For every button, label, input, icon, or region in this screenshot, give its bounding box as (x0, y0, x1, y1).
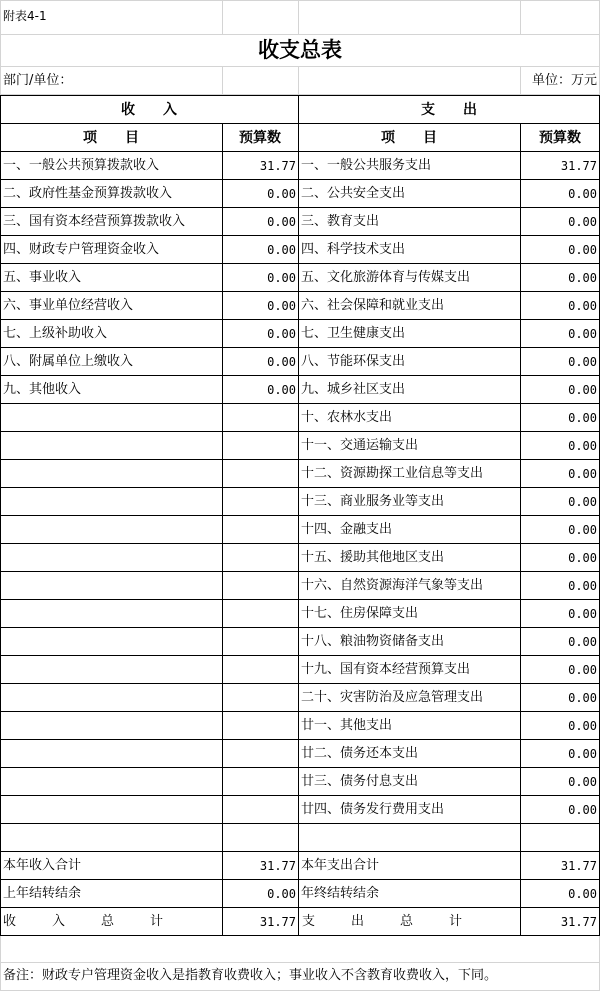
expense-budget-header: 预算数 (539, 130, 581, 146)
income-item-name: 八、附属单位上缴收入 (3, 354, 134, 369)
income-item-amount: 0.00 (267, 383, 296, 397)
income-item-amount: 0.00 (267, 271, 296, 285)
income-item-name: 三、国有资本经营预算拨款收入 (3, 214, 186, 229)
income-item-name: 一、一般公共预算拨款收入 (3, 158, 160, 173)
table-border (0, 459, 600, 460)
carry-out-amount: 0.00 (568, 887, 597, 901)
expense-item-name: 二、公共安全支出 (301, 186, 406, 201)
table-border (0, 795, 600, 796)
expense-item-name: 十五、援助其他地区支出 (301, 550, 445, 565)
table-border (0, 767, 600, 768)
total-label-char: 收 (3, 914, 17, 929)
income-item-header: 项 目 (83, 130, 139, 146)
expense-item-name: 十六、自然资源海洋气象等支出 (301, 578, 484, 593)
sheet-gridline (0, 935, 1, 991)
expense-year-total-label: 本年支出合计 (301, 858, 380, 873)
sheet-gridline (0, 0, 600, 1)
income-item-amount: 31.77 (259, 159, 296, 173)
table-border (0, 95, 1, 936)
expense-item-amount: 0.00 (568, 383, 597, 397)
expense-item-name: 廿四、债务发行费用支出 (301, 802, 445, 817)
sheet-gridline (0, 66, 600, 67)
expense-item-name: 十、农林水支出 (301, 410, 393, 425)
expense-item-amount: 0.00 (568, 719, 597, 733)
income-item-name: 二、政府性基金预算拨款收入 (3, 186, 173, 201)
expense-item-name: 十八、粮油物资储备支出 (301, 634, 445, 649)
table-border (0, 683, 600, 684)
page-title: 收支总表 (258, 38, 342, 62)
total-label-char: 计 (149, 914, 163, 929)
expense-grand-total-label (302, 908, 462, 936)
expense-item-amount: 0.00 (568, 411, 597, 425)
income-item-amount: 0.00 (267, 355, 296, 369)
table-border (0, 571, 600, 572)
expense-item-amount: 0.00 (568, 243, 597, 257)
table-border (0, 431, 600, 432)
sheet-gridline (520, 0, 521, 34)
expense-item-name: 十二、资源勘探工业信息等支出 (301, 466, 484, 481)
expense-item-amount: 0.00 (568, 551, 597, 565)
expense-item-amount: 0.00 (568, 579, 597, 593)
expense-item-amount: 0.00 (568, 523, 597, 537)
expense-item-name: 廿二、债务还本支出 (301, 746, 419, 761)
expense-item-amount: 31.77 (560, 159, 597, 173)
total-label-char: 支 (302, 914, 316, 929)
sheet-gridline (0, 990, 600, 991)
expense-item-name: 十七、住房保障支出 (301, 606, 419, 621)
table-border (0, 627, 600, 628)
expense-item-name: 四、科学技术支出 (301, 242, 406, 257)
footnote: 备注：财政专户管理资金收入是指教育收费收入；事业收入不含教育收费收入，下同。 (3, 968, 498, 983)
table-border (0, 711, 600, 712)
income-section-header: 收 入 (121, 102, 177, 118)
income-item-amount: 0.00 (267, 243, 296, 257)
expense-year-total-amount: 31.77 (560, 859, 597, 873)
carry-in-label: 上年结转结余 (3, 886, 82, 901)
income-grand-total-label (3, 908, 163, 936)
expense-item-amount: 0.00 (568, 355, 597, 369)
expense-item-amount: 0.00 (568, 607, 597, 621)
expense-item-name: 二十、灾害防治及应急管理支出 (301, 690, 484, 705)
expense-item-amount: 0.00 (568, 635, 597, 649)
sheet-gridline (298, 0, 299, 34)
table-border (0, 515, 600, 516)
expense-item-name: 廿一、其他支出 (301, 718, 393, 733)
total-label-char: 出 (350, 914, 364, 929)
department-label: 部门/单位： (3, 73, 73, 88)
carry-in-amount: 0.00 (267, 887, 296, 901)
expense-item-name: 七、卫生健康支出 (301, 326, 406, 341)
expense-item-name: 一、一般公共服务支出 (301, 158, 432, 173)
expense-item-amount: 0.00 (568, 271, 597, 285)
carry-out-label: 年终结转结余 (301, 886, 380, 901)
expense-item-amount: 0.00 (568, 467, 597, 481)
income-item-name: 六、事业单位经营收入 (3, 298, 134, 313)
expense-item-amount: 0.00 (568, 299, 597, 313)
expense-item-name: 廿三、债务付息支出 (301, 774, 419, 789)
income-item-amount: 0.00 (267, 215, 296, 229)
income-grand-total-amount: 31.77 (259, 915, 296, 929)
sheet-gridline (298, 66, 299, 94)
total-label-char: 入 (51, 914, 65, 929)
expense-item-header: 项 目 (381, 130, 437, 146)
income-budget-header: 预算数 (239, 130, 281, 146)
expense-item-amount: 0.00 (568, 775, 597, 789)
expense-item-name: 六、社会保障和就业支出 (301, 298, 445, 313)
expense-item-amount: 0.00 (568, 495, 597, 509)
unit-label: 单位：万元 (531, 73, 597, 88)
expense-item-amount: 0.00 (568, 439, 597, 453)
expense-item-amount: 0.00 (568, 803, 597, 817)
expense-item-amount: 0.00 (568, 663, 597, 677)
table-border (0, 543, 600, 544)
table-border (298, 95, 299, 936)
expense-item-amount: 0.00 (568, 187, 597, 201)
income-year-total-amount: 31.77 (259, 859, 296, 873)
table-border (0, 739, 600, 740)
expense-item-name: 八、节能环保支出 (301, 354, 406, 369)
income-item-amount: 0.00 (267, 327, 296, 341)
income-item-name: 五、事业收入 (3, 270, 82, 285)
expense-item-name: 十九、国有资本经营预算支出 (301, 662, 471, 677)
expense-item-amount: 0.00 (568, 327, 597, 341)
sheet-tag: 附表4-1 (3, 9, 47, 23)
income-item-name: 七、上级补助收入 (3, 326, 108, 341)
expense-item-amount: 0.00 (568, 747, 597, 761)
table-border (0, 879, 600, 880)
table-border (0, 403, 600, 404)
income-year-total-label: 本年收入合计 (3, 858, 82, 873)
total-label-char: 总 (100, 914, 114, 929)
sheet-gridline (222, 66, 223, 94)
expense-item-amount: 0.00 (568, 215, 597, 229)
expense-item-name: 三、教育支出 (301, 214, 380, 229)
expense-item-name: 十一、交通运输支出 (301, 438, 419, 453)
table-border (0, 823, 600, 824)
income-item-name: 四、财政专户管理资金收入 (3, 242, 160, 257)
income-item-amount: 0.00 (267, 299, 296, 313)
expense-item-name: 九、城乡社区支出 (301, 382, 406, 397)
table-border (0, 655, 600, 656)
expense-item-amount: 0.00 (568, 691, 597, 705)
total-label-char: 计 (448, 914, 462, 929)
expense-grand-total-amount: 31.77 (560, 915, 597, 929)
expense-item-name: 十三、商业服务业等支出 (301, 494, 445, 509)
income-item-name: 九、其他收入 (3, 382, 82, 397)
table-border (0, 487, 600, 488)
sheet-gridline (520, 66, 521, 94)
total-label-char: 总 (399, 914, 413, 929)
expense-section-header: 支 出 (421, 102, 477, 118)
income-item-amount: 0.00 (267, 187, 296, 201)
table-border (0, 851, 600, 852)
expense-item-name: 十四、金融支出 (301, 522, 393, 537)
sheet-gridline (222, 0, 223, 34)
expense-item-name: 五、文化旅游体育与传媒支出 (301, 270, 471, 285)
table-border (0, 599, 600, 600)
